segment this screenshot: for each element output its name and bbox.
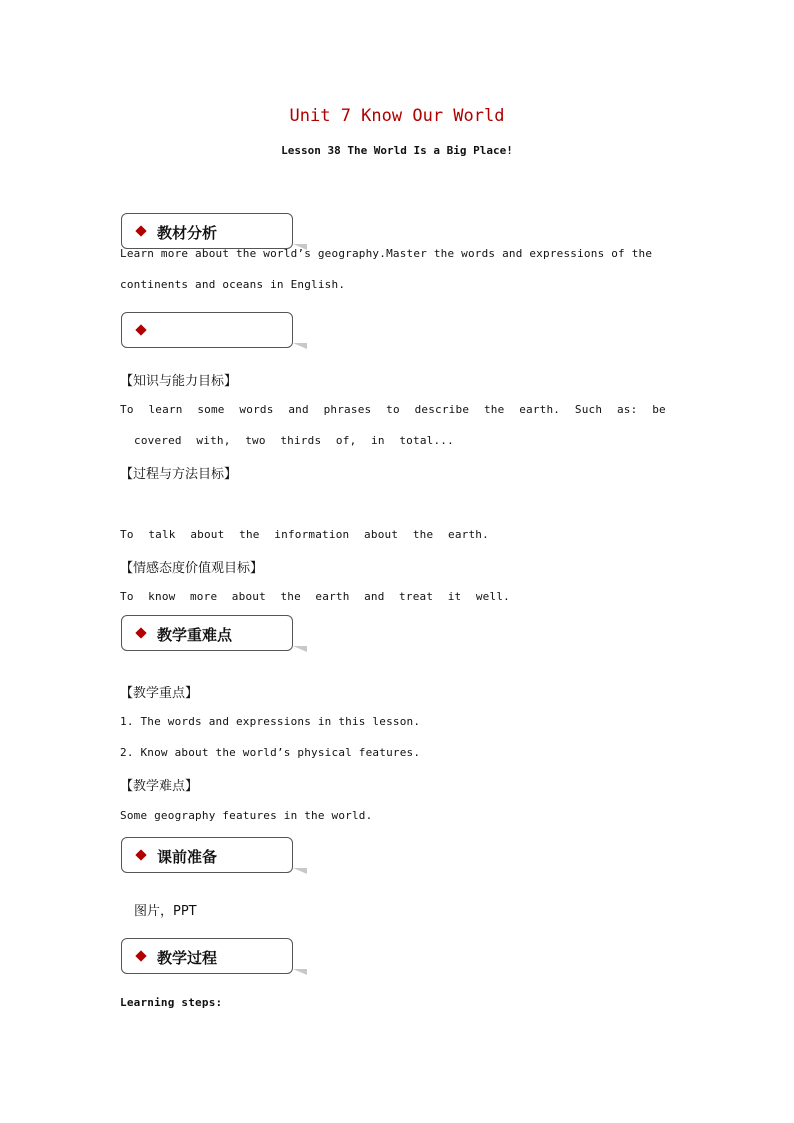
word: to (386, 403, 400, 416)
teaching-focus-item-1: 1. The words and expressions in this lesson. (120, 715, 421, 728)
teaching-difficulty-label: 【教学难点】 (120, 779, 199, 794)
word: treat (399, 590, 434, 603)
diamond-bullet-icon (135, 627, 146, 638)
section-heading-analysis (121, 213, 293, 249)
section-heading-label: 课前准备 (157, 848, 218, 866)
diamond-bullet-icon (135, 324, 146, 335)
diamond-bullet-icon (135, 849, 146, 860)
word: more (189, 590, 218, 603)
section-heading-label: 教学重难点 (157, 626, 233, 644)
word: the (412, 528, 434, 541)
section-heading-key-points (121, 615, 293, 651)
word: earth. (448, 528, 489, 541)
word: the (239, 528, 260, 541)
lesson-subtitle: Lesson 38 The World Is a Big Place! (281, 144, 513, 157)
box-shadow-decoration (293, 646, 307, 652)
word: earth (315, 590, 350, 603)
diamond-bullet-icon (135, 950, 146, 961)
teaching-difficulty-item-1: Some geography features in the world. (120, 809, 373, 822)
analysis-line-1: Learn more about the world’s geography.Master the words and expressions of the (120, 247, 653, 260)
word: information (274, 528, 350, 541)
word: and (288, 403, 309, 416)
emotion-goal-line (120, 590, 510, 603)
word: Such (574, 403, 603, 416)
section-heading-process (121, 938, 293, 974)
process-goal-line (120, 528, 489, 541)
word: describe (414, 403, 470, 416)
word: about (190, 528, 225, 541)
analysis-line-2: continents and oceans in English. (120, 278, 346, 291)
section-heading-preparation (121, 837, 293, 873)
word: phrases (323, 403, 372, 416)
word: of, (335, 434, 357, 447)
word: be (652, 403, 666, 416)
learning-steps-label: Learning steps: (120, 996, 223, 1009)
section-heading-label: 教学过程 (157, 949, 218, 967)
word: words (239, 403, 274, 416)
document-title: Unit 7 Know Our World (289, 106, 505, 126)
word: the (483, 403, 505, 416)
word: about (364, 528, 399, 541)
section-heading-objectives (121, 312, 293, 348)
word: earth. (519, 403, 561, 416)
emotion-goal-label: 【情感态度价值观目标】 (120, 561, 264, 576)
word: To (120, 590, 134, 603)
knowledge-goal-line-1 (120, 403, 666, 416)
section-heading-label: 教材分析 (157, 224, 218, 242)
knowledge-goal-line-2 (134, 434, 454, 447)
word: two (245, 434, 266, 447)
knowledge-goal-label: 【知识与能力目标】 (120, 374, 238, 389)
word: with, (196, 434, 231, 447)
word: the (280, 590, 301, 603)
word: it (447, 590, 462, 603)
word: as: (616, 403, 638, 416)
word: some (197, 403, 225, 416)
word: in (371, 434, 385, 447)
teaching-focus-label: 【教学重点】 (120, 686, 199, 701)
word: learn (148, 403, 183, 416)
teaching-focus-item-2: 2. Know about the world’s physical features. (120, 746, 421, 759)
word: and (364, 590, 385, 603)
word: To (120, 403, 134, 416)
diamond-bullet-icon (135, 225, 146, 236)
word: well. (475, 590, 510, 603)
word: total... (399, 434, 454, 447)
word: about (231, 590, 266, 603)
word: covered (134, 434, 182, 447)
word: thirds (280, 434, 322, 447)
process-goal-label: 【过程与方法目标】 (120, 467, 238, 482)
preparation-text: 图片，PPT (134, 904, 197, 919)
word: know (148, 590, 176, 603)
word: To (120, 528, 134, 541)
box-shadow-decoration (293, 343, 307, 349)
box-shadow-decoration (293, 868, 307, 874)
word: talk (148, 528, 176, 541)
box-shadow-decoration (293, 969, 307, 975)
